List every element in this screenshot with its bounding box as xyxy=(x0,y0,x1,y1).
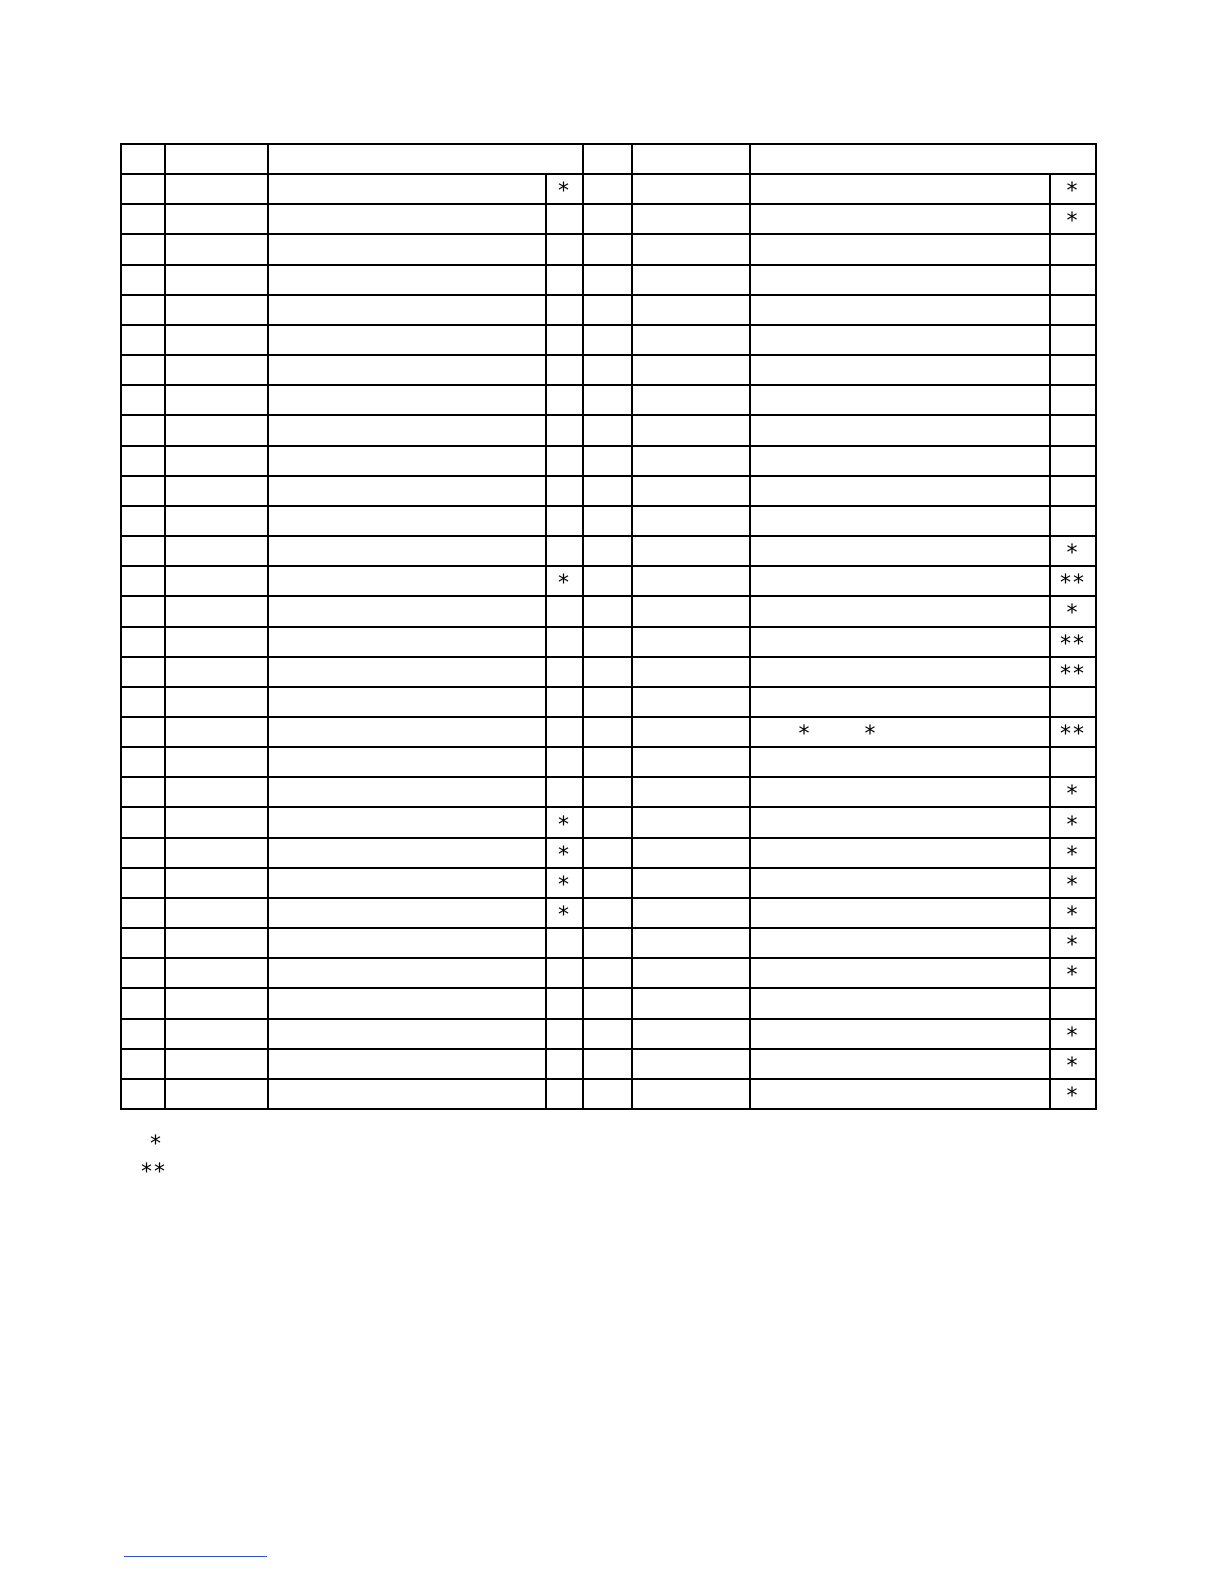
left-star-mark: * xyxy=(558,812,571,838)
right-star-mark: ** xyxy=(1060,571,1086,597)
right-star-mark: ** xyxy=(1060,661,1086,687)
right-star-mark: ** xyxy=(1060,722,1086,748)
right-star-mark: * xyxy=(1066,1023,1080,1049)
footnote-single-asterisk: * xyxy=(150,1132,163,1157)
right-star-mark: * xyxy=(1066,963,1080,989)
right-star-mark: * xyxy=(1066,601,1080,627)
left-star-mark: * xyxy=(558,842,571,868)
inline-star-mark: * xyxy=(798,722,812,748)
right-star-mark: * xyxy=(1066,933,1080,959)
left-star-mark: * xyxy=(558,872,571,898)
right-star-mark: * xyxy=(1066,1053,1080,1079)
link-underline[interactable] xyxy=(124,1556,267,1557)
right-star-mark: * xyxy=(1066,812,1080,838)
right-star-mark: ** xyxy=(1060,631,1086,657)
right-star-mark: * xyxy=(1066,902,1080,928)
right-star-mark: * xyxy=(1066,842,1080,868)
right-star-mark: * xyxy=(1066,1083,1080,1109)
right-star-mark: * xyxy=(1066,179,1080,205)
right-star-mark: * xyxy=(1066,872,1080,898)
left-star-mark: * xyxy=(558,179,571,205)
left-star-mark: * xyxy=(558,902,571,928)
right-star-mark: * xyxy=(1066,541,1080,567)
right-star-mark: * xyxy=(1066,209,1080,235)
footnote-double-asterisk: ** xyxy=(141,1160,167,1185)
inline-star-mark: * xyxy=(864,722,878,748)
left-star-mark: * xyxy=(558,571,571,597)
right-star-mark: * xyxy=(1066,782,1080,808)
